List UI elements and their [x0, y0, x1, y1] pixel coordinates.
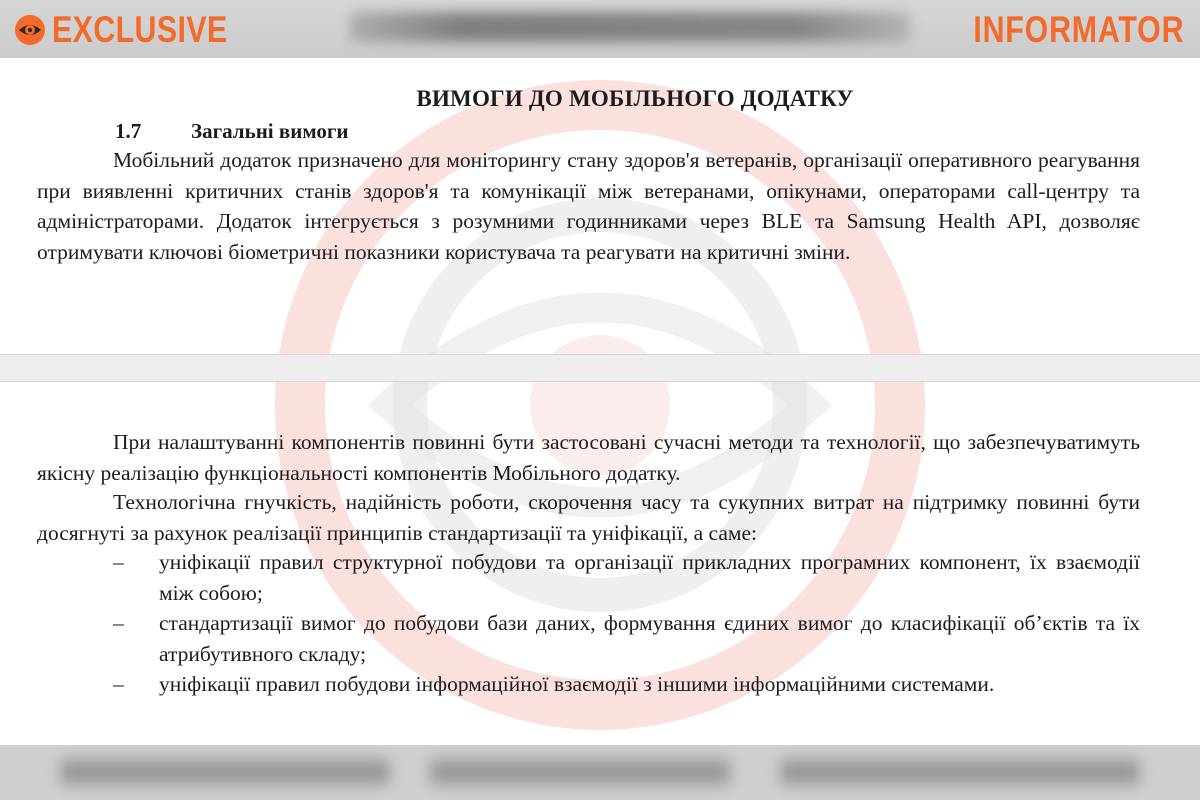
list-item	[37, 547, 1140, 608]
section-heading	[115, 119, 348, 144]
informator-logo: INFORMATOR	[972, 9, 1184, 50]
blurred-text-block	[780, 759, 1140, 785]
blurred-text-block	[60, 759, 390, 785]
section-number: 1.7	[115, 119, 142, 143]
paragraph-intro: Мобільний додаток призначено для моніторингу стану здоров'я ветеранів, організації оперативного реагування при виявленні критичних станів здоров'я та комунікації між ветеранами, опікунами, операторами call-центру та адміністраторами. Додаток інтегрується з розумними годинниками через BLE та Samsung Health API, дозволяє отримувати ключові біометричні показники користувача та реагувати на критичні зміни.	[37, 148, 1140, 264]
list-item-text: уніфікації правил структурної побудови та організації прикладних програмних компонент, їх взаємодії між собою;	[159, 550, 1140, 605]
section-title: Загальні вимоги	[191, 119, 349, 143]
list-item-text: уніфікації правил побудови інформаційної взаємодії з іншими інформаційними системами.	[159, 672, 995, 696]
list-item	[37, 669, 1140, 700]
requirements-list	[37, 547, 1140, 700]
document-title: ВИМОГИ ДО МОБІЛЬНОГО ДОДАТКУ	[416, 86, 854, 111]
exclusive-label: EXCLUSIVE	[52, 9, 228, 50]
paragraph-principles: Технологічна гнучкість, надійність роботи, скорочення часу та сукупних витрат на підтримку повинні бути досягнуті за рахунок реалізації принципів стандартизації та уніфікації, а саме:	[37, 490, 1140, 545]
bottom-blurred-band	[0, 745, 1200, 800]
list-dash: –	[113, 611, 124, 635]
list-item-text: стандартизації вимог до побудови бази даних, формування єдиних вимог до класифікації об’єктів та їх атрибутивного складу;	[159, 611, 1140, 666]
list-dash: –	[113, 550, 124, 574]
list-item	[37, 608, 1140, 669]
paragraph-components: При налаштуванні компонентів повинні бути застосовані сучасні методи та технології, що забезпечуватимуть якісну реалізацію функціональності компонентів Мобільного додатку.	[37, 430, 1140, 485]
blurred-text-block	[430, 759, 730, 785]
list-dash: –	[113, 672, 124, 696]
